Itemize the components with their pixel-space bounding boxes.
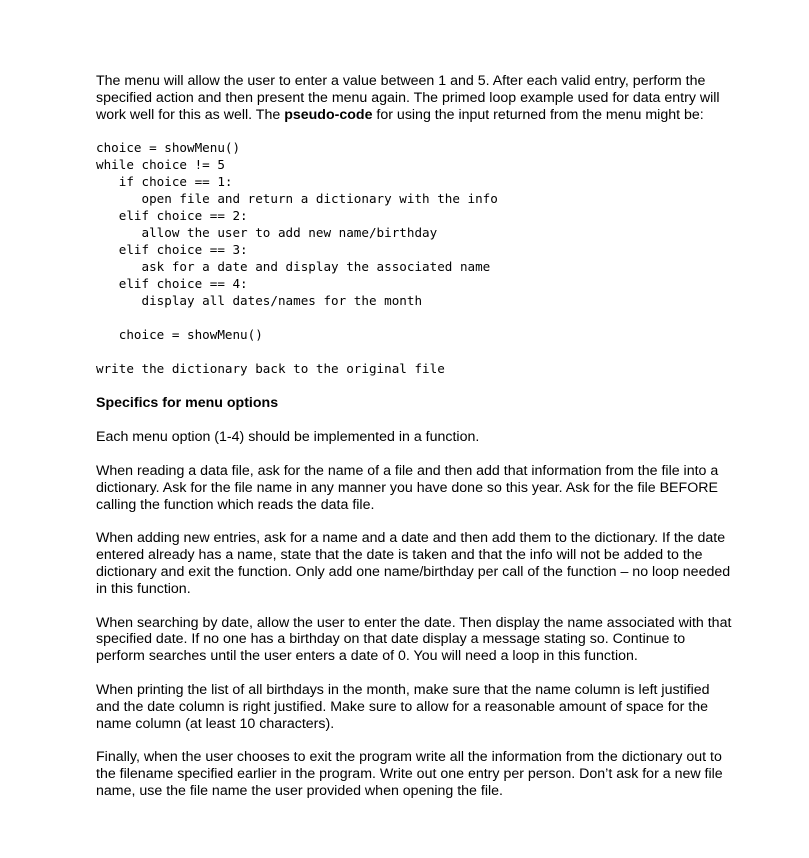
code-line-12: write the dictionary back to the original file <box>96 361 445 377</box>
code-line-11: choice = showMenu() <box>96 327 263 343</box>
code-line-8: ask for a date and display the associated name <box>96 259 491 275</box>
code-line-10: display all dates/names for the month <box>96 293 423 309</box>
document-page <box>96 73 736 817</box>
code-blank-line <box>96 309 736 326</box>
paragraph-printing-list: When printing the list of all birthdays in the month, make sure that the name column is left justified and the date column is right justified. Make sure to allow for a reasonable amount of space for the name column (at least 10 characters). <box>96 681 710 732</box>
paragraph-exit-program: Finally, when the user chooses to exit the program write all the information from the dictionary out to the filename specified earlier in the program. Write out one entry per person. Don’t ask for a new file name, use the file name the user provided when opening the file. <box>96 749 723 799</box>
intro-text-after: for using the input returned from the menu might be: <box>372 106 704 123</box>
code-line-2: while choice != 5 <box>96 157 225 173</box>
code-line-3: if choice == 1: <box>96 174 233 190</box>
paragraph-adding-entries: When adding new entries, ask for a name and a date and then add them to the dictionary. If the date entered already has a name, state that the date is taken and that the info will not be added to the dictionary and exit the function. Only add one name/birthday per call of the function – no loop needed in this function. <box>96 530 731 597</box>
code-line-7: elif choice == 3: <box>96 242 248 258</box>
paragraph-menu-functions: Each menu option (1-4) should be implemented in a function. <box>96 429 480 446</box>
section-heading: Specifics for menu options <box>96 395 279 412</box>
code-line-5: elif choice == 2: <box>96 208 248 224</box>
code-line-6: allow the user to add new name/birthday <box>96 225 438 241</box>
code-line-4: open file and return a dictionary with the info <box>96 191 498 207</box>
pseudo-code-term: pseudo-code <box>284 106 373 123</box>
paragraph-reading-file: When reading a data file, ask for the name of a file and then add that information from the file into a dictionary. Ask for the file name in any manner you have done so this year. Ask for the file BEFORE calling the function which reads the data file. <box>96 462 719 513</box>
code-blank-line <box>96 343 736 360</box>
code-line-1: choice = showMenu() <box>96 140 241 156</box>
intro-paragraph <box>96 73 736 123</box>
paragraph-searching-date: When searching by date, allow the user to enter the date. Then display the name associated with that specified date. If no one has a birthday on that date display a message stating so. Continue to perform searches until the user enters a date of 0. You will need a loop in this function. <box>96 614 732 665</box>
pseudo-code-block <box>96 139 736 377</box>
code-line-9: elif choice == 4: <box>96 276 248 292</box>
intro-text-before: The menu will allow the user to enter a value between 1 and 5. After each valid entry, perform the specified action and then present the menu again. The primed loop example used for data entry will work well for this as well. The <box>96 73 720 123</box>
